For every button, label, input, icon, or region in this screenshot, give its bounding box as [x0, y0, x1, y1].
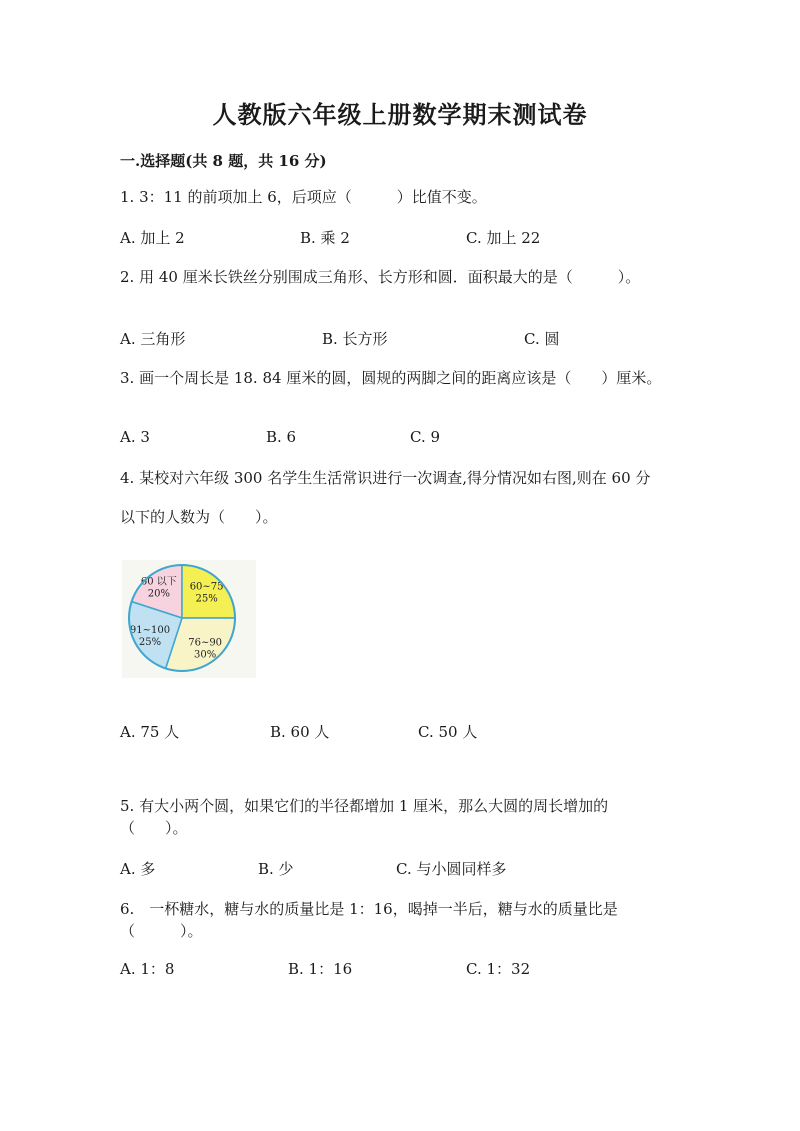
pie-slice-percent-1: 20% [147, 588, 170, 600]
option-b[interactable]: B. 长方形 [322, 330, 388, 348]
question-1: 1. 3：11 的前项加上 6，后项应（ ）比值不变。 [120, 188, 487, 206]
pie-slice-label-2: 60~75 [189, 581, 224, 593]
option-c[interactable]: C. 与小圆同样多 [396, 860, 507, 878]
option-b[interactable]: B. 6 [266, 428, 297, 446]
option-c[interactable]: C. 9 [410, 428, 441, 446]
question-4-line-2: 以下的人数为（ ）。 [120, 508, 278, 526]
pie-slice-percent-2: 25% [195, 593, 218, 605]
pie-chart [122, 560, 256, 678]
option-a[interactable]: A. 1：8 [120, 960, 175, 978]
pie-slice-label-4: 91~100 [129, 625, 171, 637]
option-c[interactable]: C. 加上 22 [466, 229, 541, 247]
option-a[interactable]: A. 75 人 [120, 723, 180, 741]
option-a[interactable]: A. 三角形 [120, 330, 186, 348]
option-c[interactable]: C. 1：32 [466, 960, 531, 978]
option-b[interactable]: B. 少 [258, 860, 294, 878]
pie-slice-percent-4: 25% [138, 637, 162, 649]
question-6: 6. 一杯糖水，糖与水的质量比是 1：16，喝掉一半后，糖与水的质量比是（ ）。 [120, 900, 618, 940]
question-1-options [120, 227, 720, 249]
question-3-options [120, 428, 720, 450]
option-b[interactable]: B. 乘 2 [300, 229, 350, 247]
question-2-options [120, 328, 720, 350]
pie-slice-percent-3: 30% [194, 649, 217, 661]
pie-slice-label-3: 76~90 [188, 637, 223, 649]
option-c[interactable]: C. 50 人 [418, 723, 478, 741]
option-a[interactable]: A. 3 [120, 428, 150, 446]
question-5-options [120, 858, 720, 880]
option-b[interactable]: B. 60 人 [270, 723, 330, 741]
question-4-line-1: 4. 某校对六年级 300 名学生生活常识进行一次调查,得分情况如右图,则在 60 分 [120, 469, 651, 487]
option-a[interactable]: A. 多 [120, 860, 156, 878]
page-title: 人教版六年级上册数学期末测试卷 [212, 100, 588, 129]
question-2: 2. 用 40 厘米长铁丝分别围成三角形、长方形和圆．面积最大的是（ ）。 [120, 268, 641, 286]
option-b[interactable]: B. 1：16 [288, 960, 353, 978]
section-heading: 一.选择题(共 8 题，共 16 分) [120, 152, 327, 170]
option-c[interactable]: C. 圆 [524, 330, 560, 348]
option-a[interactable]: A. 加上 2 [120, 229, 185, 247]
question-6-options [120, 958, 720, 980]
question-5: 5. 有大小两个圆，如果它们的半径都增加 1 厘米，那么大圆的周长增加的（ ）。 [120, 797, 609, 837]
pie-chart-svg [122, 560, 256, 678]
pie-slice-label-1: 60 以下 [140, 576, 177, 588]
question-3: 3. 画一个周长是 18. 84 厘米的圆，圆规的两脚之间的距离应该是（ ）厘米。 [120, 369, 662, 387]
question-4-options [120, 721, 720, 743]
